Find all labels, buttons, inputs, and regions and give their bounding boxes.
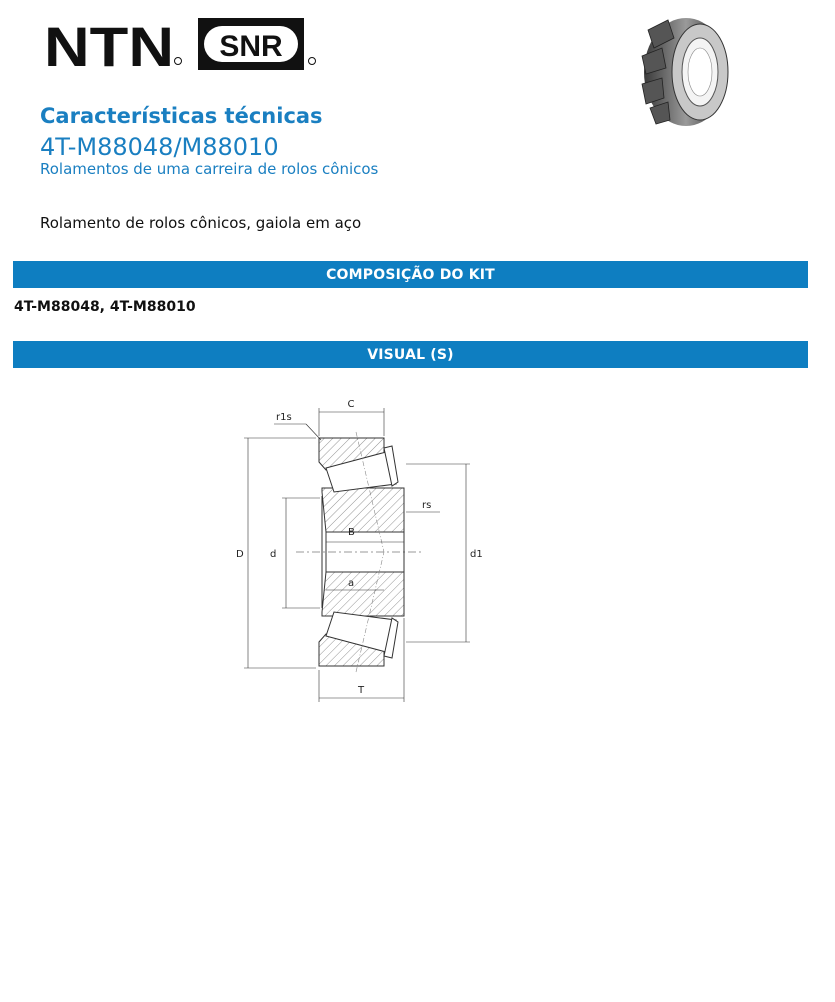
dim-label-rs: rs (422, 500, 432, 511)
product-reference: 4T-M88048/M88010 (40, 133, 279, 161)
brand-logos (44, 16, 319, 72)
dim-label-r1s: r1s (276, 412, 292, 423)
dim-label-t: T (358, 685, 365, 696)
svg-text:NTN: NTN (44, 16, 174, 72)
product-subtitle: Rolamentos de uma carreira de rolos cônicos (40, 160, 379, 178)
dim-label-d-inner: d (270, 549, 277, 560)
svg-text:SNR: SNR (219, 30, 283, 63)
ntn-logo (44, 16, 184, 72)
kit-items: 4T-M88048, 4T-M88010 (14, 299, 196, 315)
visual-section-header: VISUAL (S) (13, 341, 808, 368)
snr-logo (198, 16, 319, 72)
bearing-cross-section-drawing (226, 392, 506, 712)
page-title: Características técnicas (40, 104, 323, 128)
dim-label-d-outer: D (236, 549, 244, 560)
dim-label-d1: d1 (470, 549, 483, 560)
dim-label-b: B (348, 527, 355, 538)
dim-label-a: a (348, 578, 355, 589)
dim-label-c: C (347, 399, 355, 410)
bearing-photo (634, 12, 734, 130)
kit-section-header: COMPOSIÇÃO DO KIT (13, 261, 808, 288)
product-description: Rolamento de rolos cônicos, gaiola em aço (40, 214, 362, 232)
